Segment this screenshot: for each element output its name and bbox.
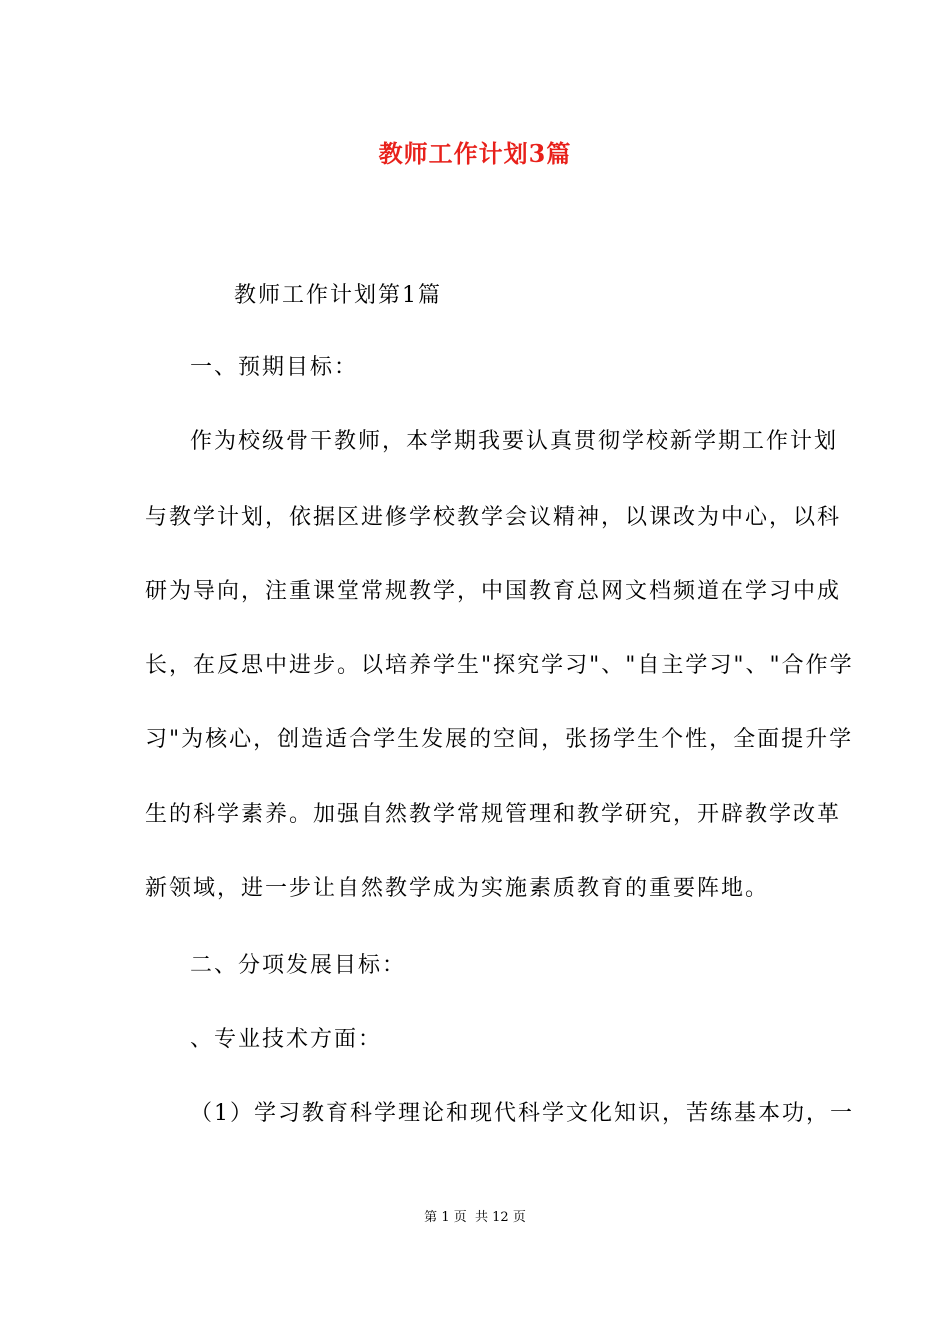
footer-total-pages: 12: [492, 1210, 509, 1225]
paragraph-line: （1）学习教育科学理论和现代科学文化知识，苦练基本功，一: [190, 1101, 854, 1126]
subheading-professional: 、专业技术方面：: [190, 1027, 383, 1052]
document-title: 教师工作计划3篇: [378, 139, 572, 168]
page-footer: [0, 1208, 950, 1228]
footer-label-page: 第: [424, 1210, 438, 1225]
paragraph-line: 研为导向，注重课堂常规教学，中国教育总网文档频道在学习中成: [145, 579, 842, 604]
paragraph-line: 生的科学素养。加强自然教学常规管理和教学研究，开辟教学改革: [145, 802, 842, 827]
footer-current-page: 1: [441, 1210, 450, 1225]
paragraph-line: 习"为核心，创造适合学生发展的空间，张扬学生个性，全面提升学: [145, 727, 854, 752]
paragraph-line: 与教学计划，依据区进修学校教学会议精神，以课改为中心，以科: [145, 505, 842, 530]
heading-sub-goals: 二、分项发展目标：: [190, 953, 407, 978]
paragraph-line: 作为校级骨干教师，本学期我要认真贯彻学校新学期工作计划: [190, 429, 839, 454]
heading-expected-goals: 一、预期目标：: [190, 355, 359, 380]
paragraph-line: 新领域，进一步让自然教学成为实施素质教育的重要阵地。: [145, 876, 770, 901]
section-heading: 教师工作计划第1篇: [234, 283, 442, 308]
footer-label-of: 页 共: [453, 1210, 488, 1225]
footer-label-end: 页: [512, 1210, 526, 1225]
paragraph-line: 长，在反思中进步。以培养学生"探究学习"、"自主学习"、"合作学: [145, 653, 854, 678]
